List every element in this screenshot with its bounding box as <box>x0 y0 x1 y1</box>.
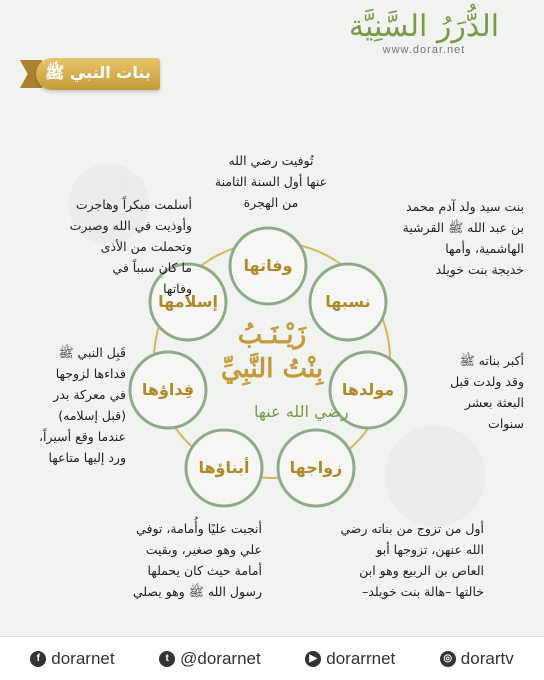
note-lineage-line: خديجة بنت خويلد <box>435 262 524 277</box>
note-birth-line: البعثة بعشر <box>464 395 524 410</box>
note-children-line: رسول الله ﷺ وهو يصلي <box>132 584 262 599</box>
note-death-line: من الهجرة <box>243 195 299 210</box>
note-death-line: تُوفيت رضي الله <box>228 153 314 168</box>
twitter-icon: t <box>159 651 175 667</box>
note-ransom-line: (قبل إسلامه) <box>58 408 126 423</box>
note-lineage-line: بنت سيد ولد آدم محمد <box>406 199 524 214</box>
node-birth-label: مولدها <box>341 380 395 399</box>
youtube-icon: ▶ <box>305 651 321 667</box>
instagram-handle: dorartv <box>460 648 514 668</box>
note-marriage-line: خالتها –هالة بنت خويلد– <box>362 584 484 599</box>
youtube-handle: dorarrnet <box>326 648 396 668</box>
note-children <box>66 518 262 602</box>
facebook-link[interactable] <box>30 649 114 669</box>
node-islam-label: إسلامها <box>158 292 218 311</box>
center-title-line2: بِنْتُ النَّبِيِّ <box>220 354 324 384</box>
node-marriage-label: زواجها <box>289 458 343 477</box>
instagram-icon: ◎ <box>440 651 456 667</box>
note-birth-line: وقد ولدت قبل <box>450 374 524 389</box>
note-ransom-line: ورد إليها متاعها <box>48 450 126 465</box>
note-lineage-line: الهاشمية، وأمها <box>445 241 524 256</box>
note-children-line: أمامة حيث كان يحملها <box>147 563 262 578</box>
center-title-line1: زَيْـنَـبُ <box>237 320 307 350</box>
note-lineage <box>352 196 524 280</box>
note-birth-line: سنوات <box>488 416 524 431</box>
note-marriage-line: الله عنهن، تزوجها أبو <box>376 542 484 557</box>
note-marriage-line: العاص بن الربيع وهو ابن <box>359 563 484 578</box>
note-ransom-line: عندما وقع أسيراً، <box>38 429 126 444</box>
note-islam-line: ما كان سبباً في <box>112 260 192 275</box>
note-death <box>196 150 346 213</box>
twitter-handle: @dorarnet <box>180 648 261 668</box>
note-lineage-line: بن عبد الله ﷺ القرشية <box>402 220 524 235</box>
note-death-line: عنها أول السنة الثامنة <box>214 174 328 189</box>
note-ransom-line: في معركة بدر <box>53 387 126 402</box>
note-islam-line: أسلمت مبكراً وهاجرت <box>75 197 192 212</box>
social-footer <box>0 636 544 680</box>
facebook-handle: dorarnet <box>51 648 115 668</box>
brand-name: الدُّرَرُ السَّنِيَّة <box>348 9 500 44</box>
note-islam-line: وفاتها <box>163 281 192 296</box>
node-children-label: أبناؤها <box>198 458 250 477</box>
honorific-calligraphy: رضي الله عنها <box>254 402 349 421</box>
youtube-link[interactable] <box>305 649 395 669</box>
note-islam <box>14 194 192 299</box>
instagram-link[interactable] <box>440 649 514 669</box>
facebook-icon: f <box>30 651 46 667</box>
note-children-line: علي وهو صغير، وبقيت <box>145 542 262 557</box>
note-islam-line: وتحملت من الأذى <box>100 239 192 254</box>
note-birth <box>414 350 524 434</box>
note-children-line: أنجبت عليًا وأُمامة، توفي <box>136 521 262 536</box>
node-lineage-label: نسبها <box>325 292 371 311</box>
note-ransom-line: فداءها لزوجها <box>55 366 126 381</box>
brand-url: www.dorar.net <box>382 44 466 56</box>
banner-title: بنات النبي ﷺ <box>45 62 151 82</box>
note-ransom <box>14 342 126 468</box>
center-title <box>192 318 352 386</box>
note-birth-line: أكبر بناته ﷺ <box>459 353 524 368</box>
note-marriage <box>296 518 484 602</box>
node-ransom-label: فِداؤها <box>141 380 195 399</box>
note-islam-line: وأوذيت في الله وصبرت <box>69 218 192 233</box>
note-marriage-line: أول من تزوج من بناته رضي <box>340 521 484 536</box>
twitter-link[interactable] <box>159 649 261 669</box>
note-ransom-line: قَبِل النبي ﷺ <box>58 345 126 360</box>
node-death-label: وفاتها <box>243 256 293 275</box>
